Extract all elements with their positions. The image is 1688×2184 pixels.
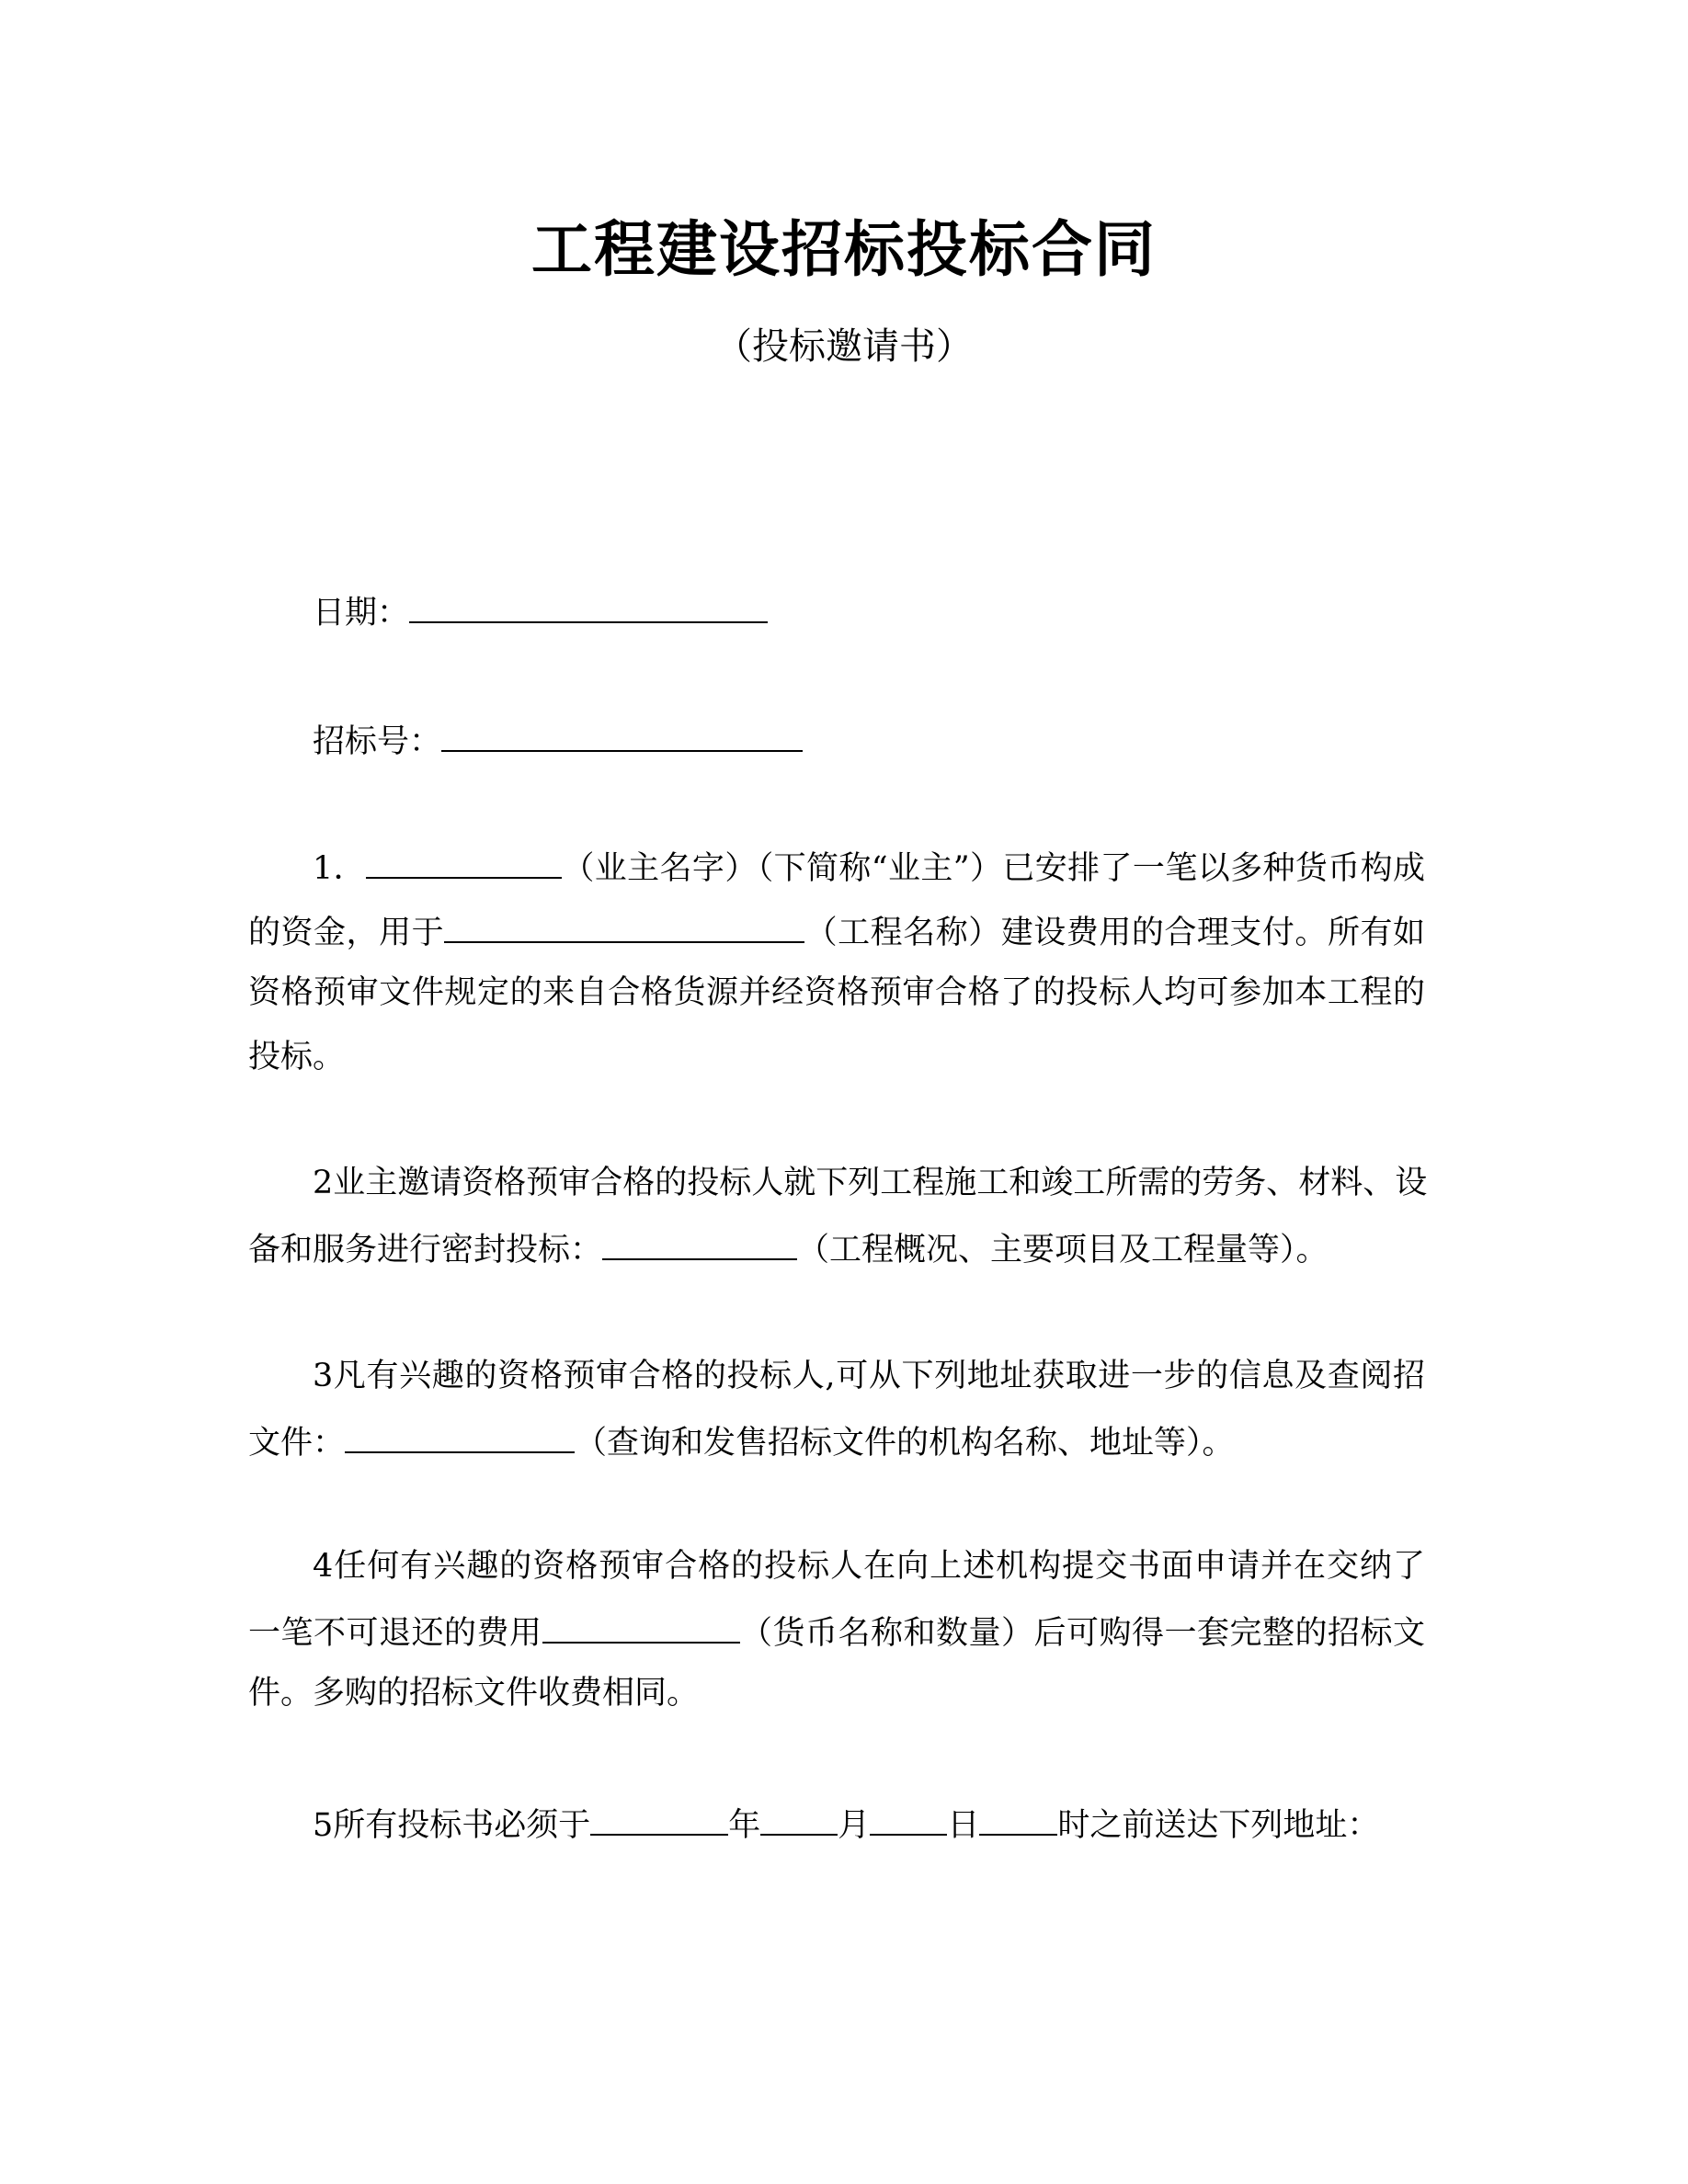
para4-line3: 件。多购的招标文件收费相同。 [248,1675,700,1712]
project-name-blank[interactable] [444,910,804,943]
bid-number-line [313,719,1425,762]
text: 时之前送达下列地址： [1057,1807,1380,1844]
document-title: 工程建设招标投标合同 [531,214,1157,285]
para1-line4: 投标。 [248,1039,346,1075]
para3-line2 [248,1420,1425,1463]
text: 年 [728,1807,761,1844]
year-blank[interactable] [590,1803,728,1836]
text: （业主名字）（下简称“业主”）已安排了一笔以多种货币构成 [562,850,1425,887]
owner-name-blank[interactable] [366,846,562,879]
date-label: 日期： [313,595,410,631]
project-overview-blank[interactable] [602,1227,797,1260]
date-line [313,590,1425,633]
text: 文件： [248,1425,346,1462]
para2-line1: 2业主邀请资格预审合格的投标人就下列工程施工和竣工所需的劳务、材料、设 [313,1165,1428,1201]
para2-line2 [248,1227,1425,1270]
fee-blank[interactable] [542,1610,740,1644]
para1-line1 [313,846,1425,889]
text: 5所有投标书必须于 [313,1807,591,1844]
para4-line2 [248,1610,1425,1654]
bid-number-label: 招标号： [313,723,442,760]
document-subtitle: （投标邀请书） [715,325,973,368]
date-blank[interactable] [409,590,768,623]
text: 1． [313,850,367,887]
text: 月 [838,1807,871,1844]
text: 备和服务进行密封投标： [248,1232,603,1268]
day-blank[interactable] [870,1803,947,1836]
text: （工程概况、主要项目及工程量等）。 [797,1232,1329,1268]
hour-blank[interactable] [979,1803,1057,1836]
para1-line2 [248,910,1425,953]
text: 一笔不可退还的费用 [248,1615,542,1652]
para4-line1: 4任何有兴趣的资格预审合格的投标人在向上述机构提交书面申请并在交纳了 [313,1548,1425,1585]
text: 日 [947,1807,980,1844]
institution-blank[interactable] [345,1420,575,1453]
para1-line3: 资格预审文件规定的来自合格货源并经资格预审合格了的投标人均可参加本工程的 [248,974,1425,1011]
para3-line1: 3凡有兴趣的资格预审合格的投标人,可从下列地址获取进一步的信息及查阅招 [313,1358,1425,1394]
text: 的资金，用于 [248,915,445,951]
text: （货币名称和数量）后可购得一套完整的招标文 [739,1615,1425,1652]
text: （查询和发售招标文件的机构名称、地址等）。 [575,1425,1235,1462]
bid-number-blank[interactable] [441,719,803,752]
text: （工程名称）建设费用的合理支付。所有如 [804,915,1425,951]
month-blank[interactable] [760,1803,838,1836]
para5-line1 [313,1803,1425,1846]
